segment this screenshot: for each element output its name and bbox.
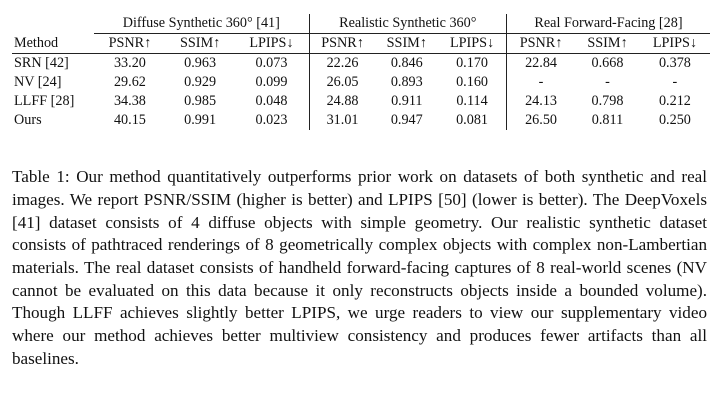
group-header-row [12,14,710,34]
value-cell: 0.893 [390,74,423,90]
value-cell: 0.250 [658,112,691,128]
method-cell: Ours [14,112,42,128]
value-cell: 0.170 [438,54,506,74]
group-header-real-forward-facing: Real Forward-Facing [28] [506,14,710,34]
table-row-llff [12,92,710,111]
value-cell: 22.26 [326,55,359,71]
metric-header-row [12,34,710,54]
value-cell: 0.160 [438,73,506,92]
value-cell: 40.15 [113,112,146,128]
table-caption: Table 1: Our method quantitatively outperforms prior work on datasets of both synthetic and real images. We report PSNR/SSIM (higher is better) and LPIPS [50] (lower is better). The DeepVoxels [41] dataset consists of 4 diffuse objects with simple geometry. Our realistic synthetic dataset consists of pathtraced renderings of 8 geometrically complex objects with complex non-Lambertian materials. The real dataset consists of handheld forward-facing captures of 8 real-world scenes (NV cannot be evaluated on this data because it only reconstructs objects inside a bounded volume). Though LLFF achieves slightly better LPIPS, we urge readers to view our supplementary video where our method achieves better multiview consistency and produces fewer artifacts than all baselines. [12,167,707,368]
value-cell: 0.212 [658,93,691,109]
value-cell: 0.081 [438,111,506,130]
group-header-realistic-synthetic: Realistic Synthetic 360° [309,14,506,34]
value-cell: 0.947 [390,112,423,128]
table-row-nv [12,73,710,92]
results-table-body [12,54,710,131]
value-cell: 26.05 [326,74,359,90]
value-cell: 0.073 [234,54,309,74]
results-table-container [12,14,710,130]
metric-header-psnr: PSNR↑ [94,34,166,54]
method-column-header: Method [12,34,94,54]
value-cell: 0.991 [184,112,217,128]
table-row-ours [12,111,710,130]
method-cell: SRN [42] [14,55,69,71]
value-cell: 0.929 [184,74,217,90]
value-cell: 0.378 [658,55,691,71]
value-cell: 26.50 [525,112,557,128]
value-cell: 24.13 [525,93,557,109]
method-cell: LLFF [28] [14,93,75,109]
value-cell: 0.846 [390,55,423,71]
results-table [12,14,710,130]
metric-header-ssim: SSIM↑ [166,34,234,54]
metric-header-ssim: SSIM↑ [575,34,640,54]
metric-header-psnr: PSNR↑ [506,34,575,54]
value-cell: 22.84 [525,55,557,71]
table-row-srn [12,54,710,74]
value-cell: 0.668 [591,55,624,71]
value-cell: 0.911 [391,93,423,109]
value-cell: 24.88 [326,93,359,109]
value-cell: 0.963 [184,55,217,71]
value-cell: 0.811 [591,112,624,128]
group-header-diffuse-synthetic: Diffuse Synthetic 360° [41] [94,14,309,34]
value-cell: 0.099 [234,73,309,92]
value-cell: 33.20 [113,55,146,71]
metric-header-ssim: SSIM↑ [375,34,438,54]
value-cell: 0.798 [591,93,624,109]
value-cell: 29.62 [113,74,146,90]
value-cell: 31.01 [326,112,359,128]
method-cell: NV [24] [14,74,62,90]
metric-header-lpips: LPIPS↓ [438,34,506,54]
metric-header-lpips: LPIPS↓ [640,34,710,54]
value-cell: - [672,74,678,90]
value-cell: 0.023 [234,111,309,130]
metric-header-psnr: PSNR↑ [309,34,375,54]
value-cell: 34.38 [113,93,146,109]
value-cell: - [605,74,610,90]
metric-header-lpips: LPIPS↓ [234,34,309,54]
empty-corner-cell [12,14,94,34]
value-cell: 0.985 [184,93,217,109]
value-cell: - [538,74,544,90]
value-cell: 0.048 [234,92,309,111]
value-cell: 0.114 [438,92,506,111]
